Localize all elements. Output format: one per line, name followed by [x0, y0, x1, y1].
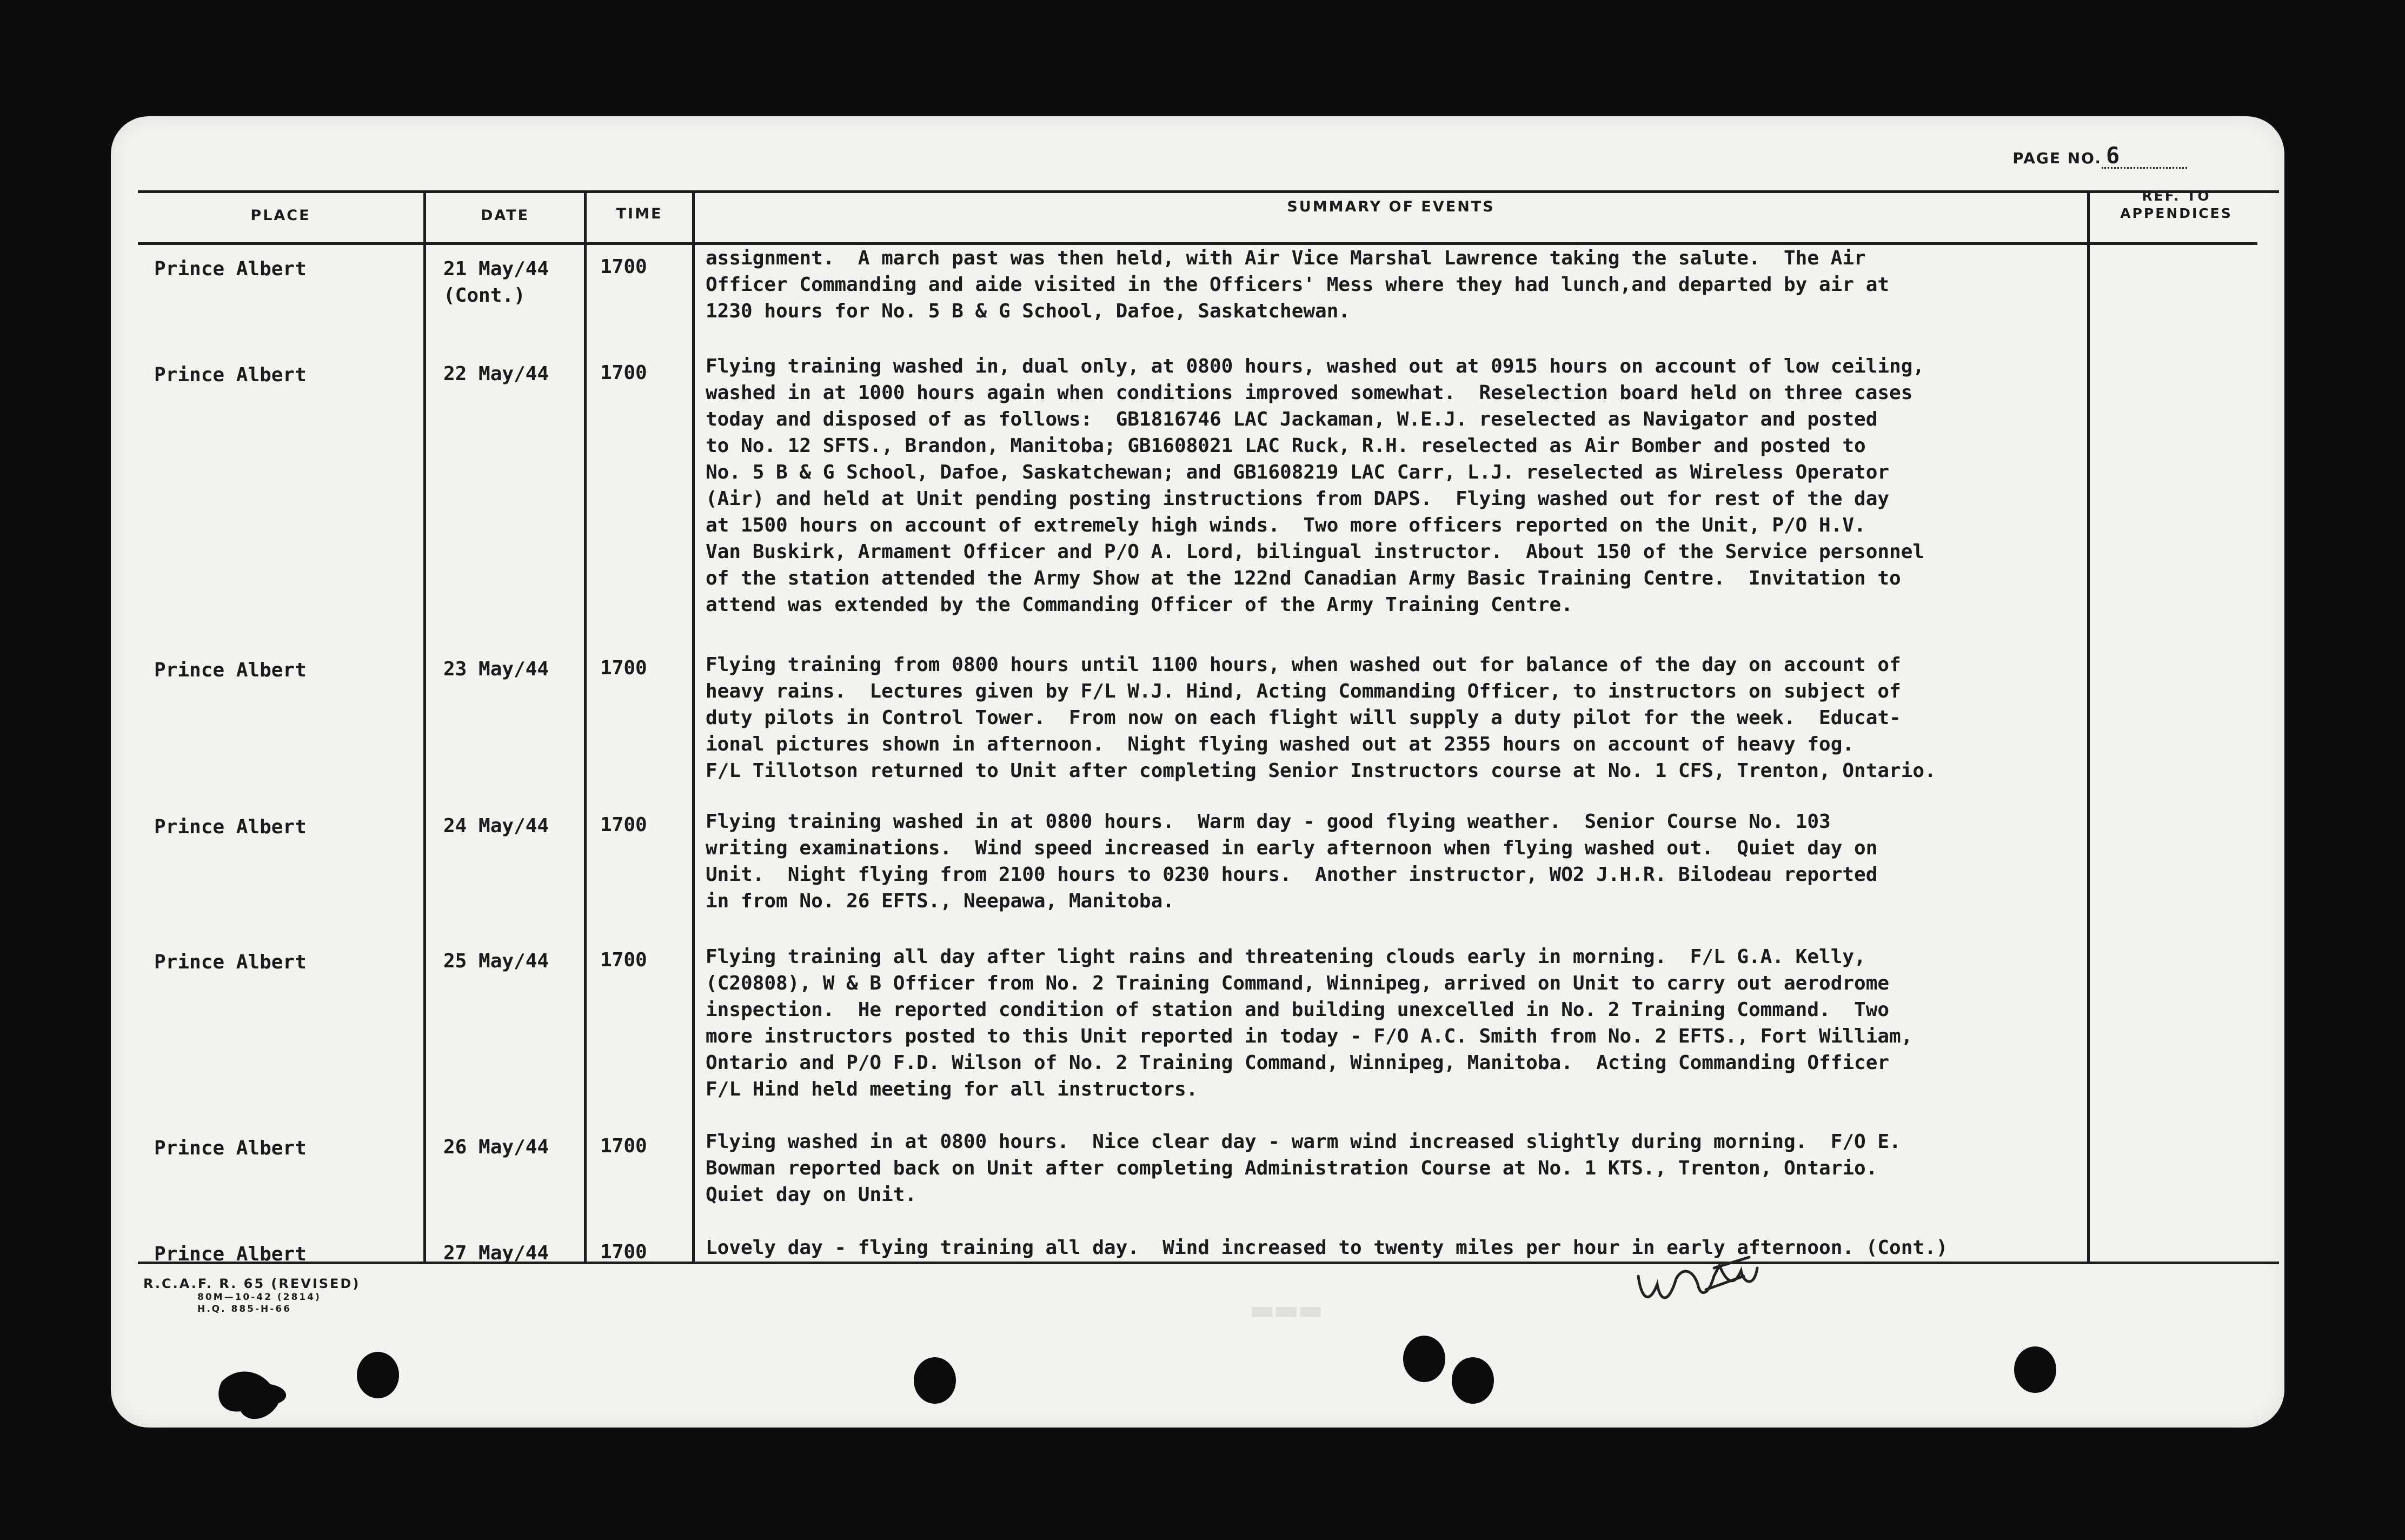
header-date: DATE: [480, 207, 530, 224]
place-date-divider: [423, 190, 426, 1264]
entry-time: 1700: [600, 949, 647, 971]
header-top-rule: [138, 190, 2279, 193]
entry-summary: assignment. A march past was then held, with Air Vice Marshal Lawrence taking the salute. The Air Officer Commanding and aide visited in the Officers' Mess where they had lunch,and departed by air at 1230 hours for No. 5 B & G School, Dafoe, Saskatchewan.: [706, 247, 1890, 322]
header-ref-appendices: REF. TO APPENDICES: [2120, 188, 2233, 221]
punch-hole: [2014, 1346, 2056, 1393]
entry-date: 21 May/44 (Cont.): [443, 258, 549, 307]
entry-date: 23 May/44: [443, 658, 549, 680]
entry-date: 25 May/44: [443, 950, 549, 972]
form-hq-number: H.Q. 885-H-66: [197, 1304, 291, 1315]
diary-form-card: [111, 116, 2284, 1428]
torn-hole-mark: [211, 1365, 297, 1425]
signature-initials: [1633, 1246, 1763, 1317]
entry-date: 26 May/44: [443, 1136, 549, 1158]
entry-place: Prince Albert: [154, 816, 307, 838]
entry-summary: Flying training from 0800 hours until 1100 hours, when washed out for balance of the day on account of heavy rains. Lectures given by F/L W.J. Hind, Acting Commanding Officer, to instructors on subject of duty pilots in Control Tower. From now on each flight will supply a duty pilot for the week. Educat- ional pictures shown in afternoon. Night flying washed out at 2355 hours on account of heavy fog. F/L Tillotson returned to Unit after completing Senior Instructors course at No. 1 CFS, Trenton, Ontario.: [706, 654, 1936, 782]
entry-time: 1700: [600, 1241, 647, 1263]
entry-date: 27 May/44: [443, 1242, 549, 1264]
entry-place: Prince Albert: [154, 659, 307, 681]
bleed-through-stamp: ▬▬▬: [1252, 1290, 1324, 1330]
entry-time: 1700: [600, 814, 647, 836]
page-number-label: PAGE NO.: [2012, 149, 2102, 167]
entry-summary: Flying training washed in, dual only, at 0800 hours, washed out at 0915 hours on account of low ceiling, washed in at 1000 hours again when conditions improved somewhat. Reselection board held on three cases today and disposed of as follows: GB1816746 LAC Jackaman, W.E.J. reselected as Navigator and posted to No. 12 SFTS., Brandon, Manitoba; GB1608021 LAC Ruck, R.H. reselected as Air Bomber and posted to No. 5 B & G School, Dafoe, Saskatchewan; and GB1608219 LAC Carr, L.J. reselected as Wireless Operator (Air) and held at Unit pending posting instructions from DAPS. Flying washed out for rest of the day at 1500 hours on account of extremely high winds. Two more officers reported on the Unit, P/O H.V. Van Buskirk, Armament Officer and P/O A. Lord, bilingual instructor. About 150 of the Service personnel of the station attended the Army Show at the 122nd Canadian Army Basic Training Centre. Invitation to attend was extended by the Commanding Officer of the Army Training Centre.: [706, 355, 1925, 616]
time-summary-divider: [692, 190, 695, 1264]
date-time-divider: [584, 190, 587, 1264]
form-print-run: 80M—10-42 (2814): [197, 1292, 321, 1303]
entry-place: Prince Albert: [154, 1243, 307, 1265]
header-summary: SUMMARY OF EVENTS: [1287, 198, 1495, 215]
punch-hole: [357, 1352, 399, 1398]
entry-summary: Flying training washed in at 0800 hours. Warm day - good flying weather. Senior Course No. 103 writing examinations. Wind speed increased in early afternoon when flying washed out. Quiet day on Unit. Night flying from 2100 hours to 0230 hours. Another instructor, WO2 J.H.R. Bilodeau reported in from No. 26 EFTS., Neepawa, Manitoba.: [706, 811, 1878, 912]
entry-date: 22 May/44: [443, 363, 549, 385]
entry-time: 1700: [600, 256, 647, 278]
entry-summary: Flying training all day after light rains and threatening clouds early in morning. F/L G.A. Kelly, (C20808), W & B Officer from No. 2 Training Command, Winnipeg, arrived on Unit to carry out aerodrome inspection. He reported condition of station and building unexcelled in No. 2 Training Command. Two more instructors posted to this Unit reported in today - F/O A.C. Smith from No. 2 EFTS., Fort William, Ontario and P/O F.D. Wilson of No. 2 Training Command, Winnipeg, Manitoba. Acting Commanding Officer F/L Hind held meeting for all instructors.: [706, 946, 1913, 1100]
entry-time: 1700: [600, 362, 647, 384]
entry-place: Prince Albert: [154, 364, 307, 386]
entry-time: 1700: [600, 657, 647, 679]
form-name: R.C.A.F. R. 65 (REVISED): [143, 1276, 361, 1291]
summary-ref-divider: [2087, 190, 2090, 1264]
entry-date: 24 May/44: [443, 815, 549, 837]
entry-place: Prince Albert: [154, 951, 307, 973]
entry-summary: Lovely day - flying training all day. Wind increased to twenty miles per hour in early afternoon. (Cont.): [706, 1237, 1948, 1259]
header-place: PLACE: [250, 207, 311, 224]
punch-hole: [914, 1357, 956, 1404]
page-number-value: 6: [2102, 144, 2187, 169]
header-time: TIME: [616, 205, 663, 222]
punch-hole: [1403, 1336, 1445, 1382]
punch-hole: [1452, 1357, 1494, 1404]
page-number-field: [2012, 144, 2187, 169]
entry-summary: Flying washed in at 0800 hours. Nice clear day - warm wind increased slightly during morning. F/O E. Bowman reported back on Unit after completing Administration Course at No. 1 KTS., Trenton, Ontario. Quiet day on Unit.: [706, 1131, 1901, 1206]
form-identifier: [143, 1276, 360, 1315]
entry-place: Prince Albert: [154, 258, 307, 280]
entry-place: Prince Albert: [154, 1137, 307, 1159]
entry-time: 1700: [600, 1135, 647, 1157]
